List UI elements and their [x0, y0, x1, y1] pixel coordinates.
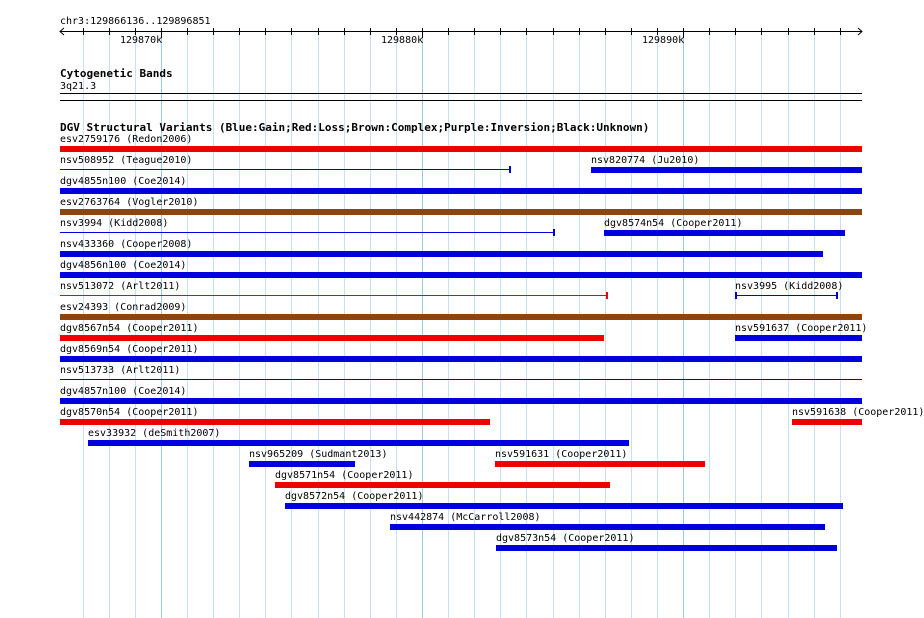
variant-label[interactable]: nsv3995 (Kidd2008) [735, 281, 844, 292]
ruler-minor-tick [474, 28, 475, 35]
variant-gain-line[interactable] [60, 169, 510, 170]
variant-label[interactable]: dgv4855n100 (Coe2014) [60, 176, 187, 187]
variant-gain-bar[interactable] [496, 545, 837, 551]
variant-gain-bar[interactable] [285, 503, 843, 509]
variant-loss-bar[interactable] [60, 335, 604, 341]
ruler-tick-label: 129880k [381, 35, 424, 46]
variant-gain-bar[interactable] [390, 524, 825, 530]
variant-loss-line[interactable] [60, 295, 607, 296]
ruler-minor-tick [370, 28, 371, 35]
variant-label[interactable]: nsv965209 (Sudmant2013) [249, 449, 388, 460]
variant-gain-bar[interactable] [591, 167, 862, 173]
variant-loss-bar[interactable] [275, 482, 610, 488]
ruler-minor-tick [448, 28, 449, 35]
variant-gain-bar[interactable] [60, 188, 862, 194]
ruler-minor-tick [135, 28, 136, 35]
variant-start-cap [735, 292, 737, 299]
ruler-minor-tick [605, 28, 606, 35]
cytoband-band-bottom-line [60, 100, 862, 101]
ruler-axis-line [60, 31, 862, 32]
ruler-minor-tick [553, 28, 554, 35]
ruler-minor-tick [239, 28, 240, 35]
variant-label[interactable]: esv2759176 (Redon2006) [60, 134, 193, 145]
variant-loss-bar[interactable] [792, 419, 862, 425]
cytoband-track-title: Cytogenetic Bands [60, 67, 173, 80]
variant-label[interactable]: dgv8572n54 (Cooper2011) [285, 491, 424, 502]
variant-end-cap [836, 292, 838, 299]
ruler-minor-tick [109, 28, 110, 35]
cytoband-band-top-line [60, 93, 862, 94]
ruler-minor-tick [840, 28, 841, 35]
ruler-minor-tick [396, 28, 397, 35]
ruler-minor-tick [526, 28, 527, 35]
variant-loss-bar[interactable] [495, 461, 705, 467]
variant-label[interactable]: esv2763764 (Vogler2010) [60, 197, 199, 208]
variant-label[interactable]: esv33932 (deSmith2007) [88, 428, 221, 439]
ruler-minor-tick [709, 28, 710, 35]
cytoband-band-label: 3q21.3 [60, 81, 97, 92]
variant-label[interactable]: dgv8567n54 (Cooper2011) [60, 323, 199, 334]
variant-label[interactable]: dgv8573n54 (Cooper2011) [496, 533, 635, 544]
ruler-tick-label: 129890k [642, 35, 685, 46]
ruler-minor-tick [814, 28, 815, 35]
variant-label[interactable]: nsv513072 (Arlt2011) [60, 281, 181, 292]
variant-end-cap [553, 229, 555, 236]
ruler-minor-tick [735, 28, 736, 35]
variant-gain-bar[interactable] [249, 461, 355, 467]
variant-gain-bar[interactable] [735, 335, 862, 341]
variant-label[interactable]: nsv591637 (Cooper2011) [735, 323, 868, 334]
variant-label[interactable]: dgv4857n100 (Coe2014) [60, 386, 187, 397]
variant-gain-bar[interactable] [60, 356, 862, 362]
variant-label[interactable]: dgv8569n54 (Cooper2011) [60, 344, 199, 355]
ruler-minor-tick [83, 28, 84, 35]
ruler-minor-tick [500, 28, 501, 35]
variant-gain-bar[interactable] [88, 440, 629, 446]
variant-complex-bar[interactable] [60, 314, 862, 320]
variant-label[interactable]: nsv591631 (Cooper2011) [495, 449, 628, 460]
variant-label[interactable]: nsv513733 (Arlt2011) [60, 365, 181, 376]
variant-gain-bar[interactable] [60, 272, 862, 278]
variant-gain-line[interactable] [60, 232, 554, 233]
ruler-minor-tick [788, 28, 789, 35]
variant-end-cap [606, 292, 608, 299]
ruler-minor-tick [291, 28, 292, 35]
ruler[interactable] [0, 0, 890, 60]
variant-label[interactable]: dgv8571n54 (Cooper2011) [275, 470, 414, 481]
variant-label[interactable]: dgv8570n54 (Cooper2011) [60, 407, 199, 418]
variant-label[interactable]: dgv4856n100 (Coe2014) [60, 260, 187, 271]
ruler-minor-tick [344, 28, 345, 35]
variant-loss-bar[interactable] [60, 146, 862, 152]
ruler-minor-tick [318, 28, 319, 35]
variant-label[interactable]: nsv820774 (Ju2010) [591, 155, 700, 166]
variant-label[interactable]: nsv442874 (McCarroll2008) [390, 512, 541, 523]
variant-gain-bar[interactable] [604, 230, 845, 236]
ruler-minor-tick [187, 28, 188, 35]
ruler-minor-tick [213, 28, 214, 35]
variant-loss-bar[interactable] [60, 419, 490, 425]
variant-label[interactable]: nsv508952 (Teague2010) [60, 155, 193, 166]
variant-label[interactable]: esv24393 (Conrad2009) [60, 302, 187, 313]
variant-gain-line[interactable] [60, 379, 862, 380]
ruler-minor-tick [657, 28, 658, 35]
variant-label[interactable]: nsv591638 (Cooper2011) [792, 407, 924, 418]
variant-label[interactable]: nsv3994 (Kidd2008) [60, 218, 169, 229]
ruler-minor-tick [761, 28, 762, 35]
variant-end-cap [509, 166, 511, 173]
variant-label[interactable]: dgv8574n54 (Cooper2011) [604, 218, 743, 229]
ruler-tick-label: 129870k [120, 35, 163, 46]
variant-label[interactable]: nsv433360 (Cooper2008) [60, 239, 193, 250]
dgv-track-title: DGV Structural Variants (Blue:Gain;Red:Loss;Brown:Complex;Purple:Inversion;Black:Unknown) [60, 121, 650, 134]
ruler-range-label: chr3:129866136..129896851 [60, 16, 211, 27]
ruler-minor-tick [265, 28, 266, 35]
variant-complex-bar[interactable] [60, 209, 862, 215]
variant-gain-line[interactable] [735, 295, 837, 296]
ruler-minor-tick [631, 28, 632, 35]
variant-gain-bar[interactable] [60, 398, 862, 404]
variant-gain-bar[interactable] [60, 251, 823, 257]
ruler-minor-tick [579, 28, 580, 35]
